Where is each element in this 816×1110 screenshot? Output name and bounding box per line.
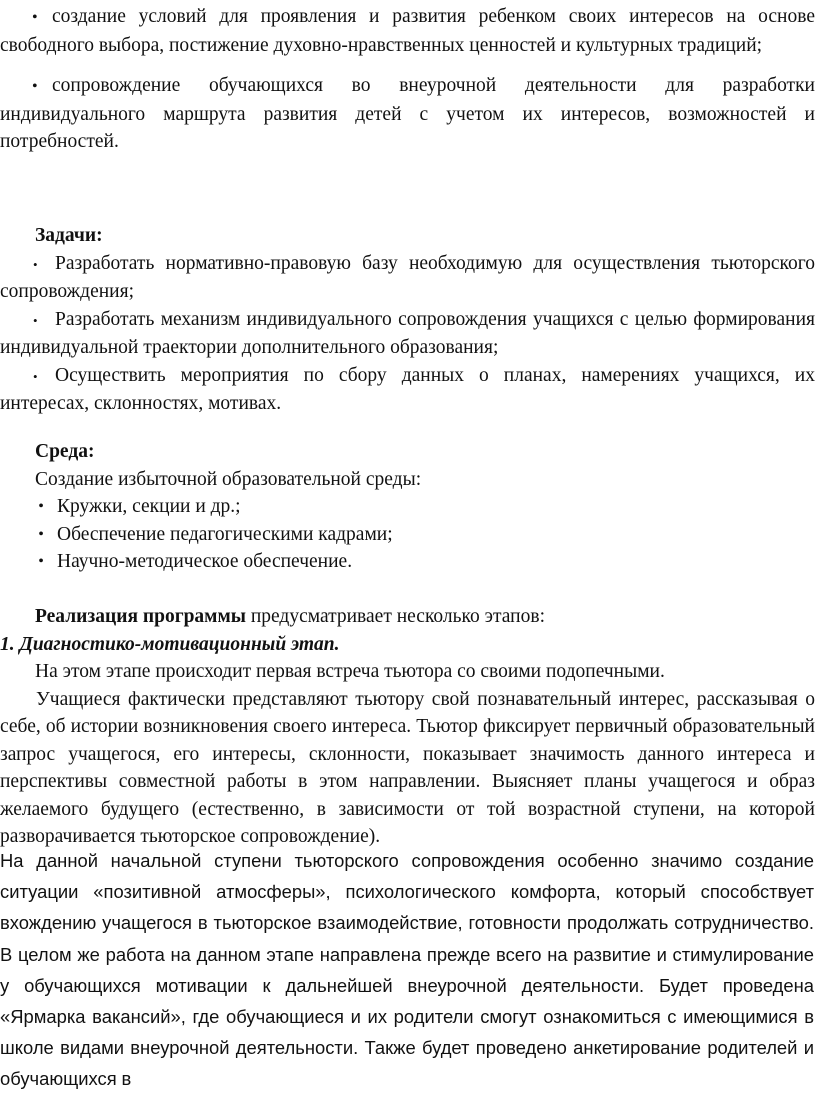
task-text-2: Разработать механизм индивидуального сопровождения учащихся с целью формирования индивидуальной траектории дополнительного образования;	[0, 308, 815, 358]
implementation-section	[0, 603, 815, 851]
goal-text-2: сопровождение обучающихся во внеурочной деятельности для разработки индивидуального маршрута развития детей с учетом их интересов, возможностей и потребностей.	[0, 75, 815, 152]
bullet-icon: •	[32, 78, 38, 95]
goal-text-1: создание условий для проявления и развития ребенком своих интересов на основе свободного выбора, постижение духовно-нравственных ценностей и культурных традиций;	[0, 6, 815, 56]
task-text-3: Осуществить мероприятия по сбору данных о планах, намерениях учащихся, их интересах, склонностях, мотивах.	[0, 364, 815, 414]
task-text-1: Разработать нормативно-правовую базу необходимую для осуществления тьюторского сопровождения;	[0, 252, 815, 302]
stage1-paragraph-3: На данной начальной ступени тьюторского сопровождения особенно значимо создание ситуации «позитивной атмосферы», психологического комфорта, который способствует вхождению учащегося в тьюторское взаимодействие, готовности продолжать сотрудничество. В целом же работа на данном этапе направлена прежде всего на развитие и стимулирование у обучающихся мотивации к дальнейшей внеурочной деятельности. Будет проведена «Ярмарка вакансий», где обучающиеся и их родители смогут ознакомиться с имеющимися в школе видами внеурочной деятельности. Также будет проведено анкетирование родителей и обучающихся в	[0, 850, 814, 1090]
stage1-paragraph-1: На этом этапе происходит первая встреча тьютора со своими подопечными.	[35, 661, 665, 682]
goals-bullets	[0, 3, 815, 156]
environment-section	[0, 438, 815, 576]
task-item-1	[0, 250, 815, 306]
bullet-icon: •	[38, 498, 44, 515]
implementation-heading	[0, 603, 815, 631]
goal-item-2	[0, 72, 815, 156]
environment-item-2	[0, 521, 815, 549]
bullet-icon: •	[32, 9, 38, 26]
stage1-title: 1. Диагностико-мотивационный этап.	[0, 633, 340, 655]
task-item-3	[0, 362, 815, 418]
bullet-icon: •	[33, 256, 38, 272]
task-item-2	[0, 306, 815, 362]
environment-item-1	[0, 493, 815, 521]
environment-heading: Среда:	[35, 441, 95, 462]
environment-item-3	[0, 548, 815, 576]
tasks-section	[0, 222, 815, 418]
environment-intro: Создание избыточной образовательной среды:	[35, 468, 422, 490]
tasks-heading: Задачи:	[35, 225, 103, 246]
environment-text-2: Обеспечение педагогическими кадрами;	[57, 523, 393, 545]
bullet-icon: •	[33, 312, 38, 328]
bullet-icon: •	[38, 525, 44, 543]
environment-text-3: Научно-методическое обеспечение.	[57, 551, 353, 572]
environment-list	[0, 493, 815, 576]
bullet-icon: •	[38, 553, 44, 570]
implementation-heading-rest: предусматривает несколько этапов:	[245, 606, 545, 627]
environment-text-1: Кружки, секции и др.;	[57, 496, 241, 517]
stage1-paragraph-3-block	[0, 845, 814, 1095]
implementation-heading-bold: Реализация программы	[35, 606, 246, 627]
goal-item-1	[0, 3, 815, 59]
bullet-icon: •	[33, 368, 38, 384]
stage1-paragraph-2: Учащиеся фактически представляют тьютору свой познавательный интерес, рассказывая о себе, об истории возникновения своего интереса. Тьютор фиксирует первичный образовательный запрос учащегося, его интересы, склонности, показывает значимость данного интереса и перспективы совместной работы в этом направлении. Выясняет планы учащегося и образ желаемого будущего (естественно, в зависимости от той возрастной ступени, на которой разворачивается тьюторское сопровождение).	[0, 688, 815, 847]
